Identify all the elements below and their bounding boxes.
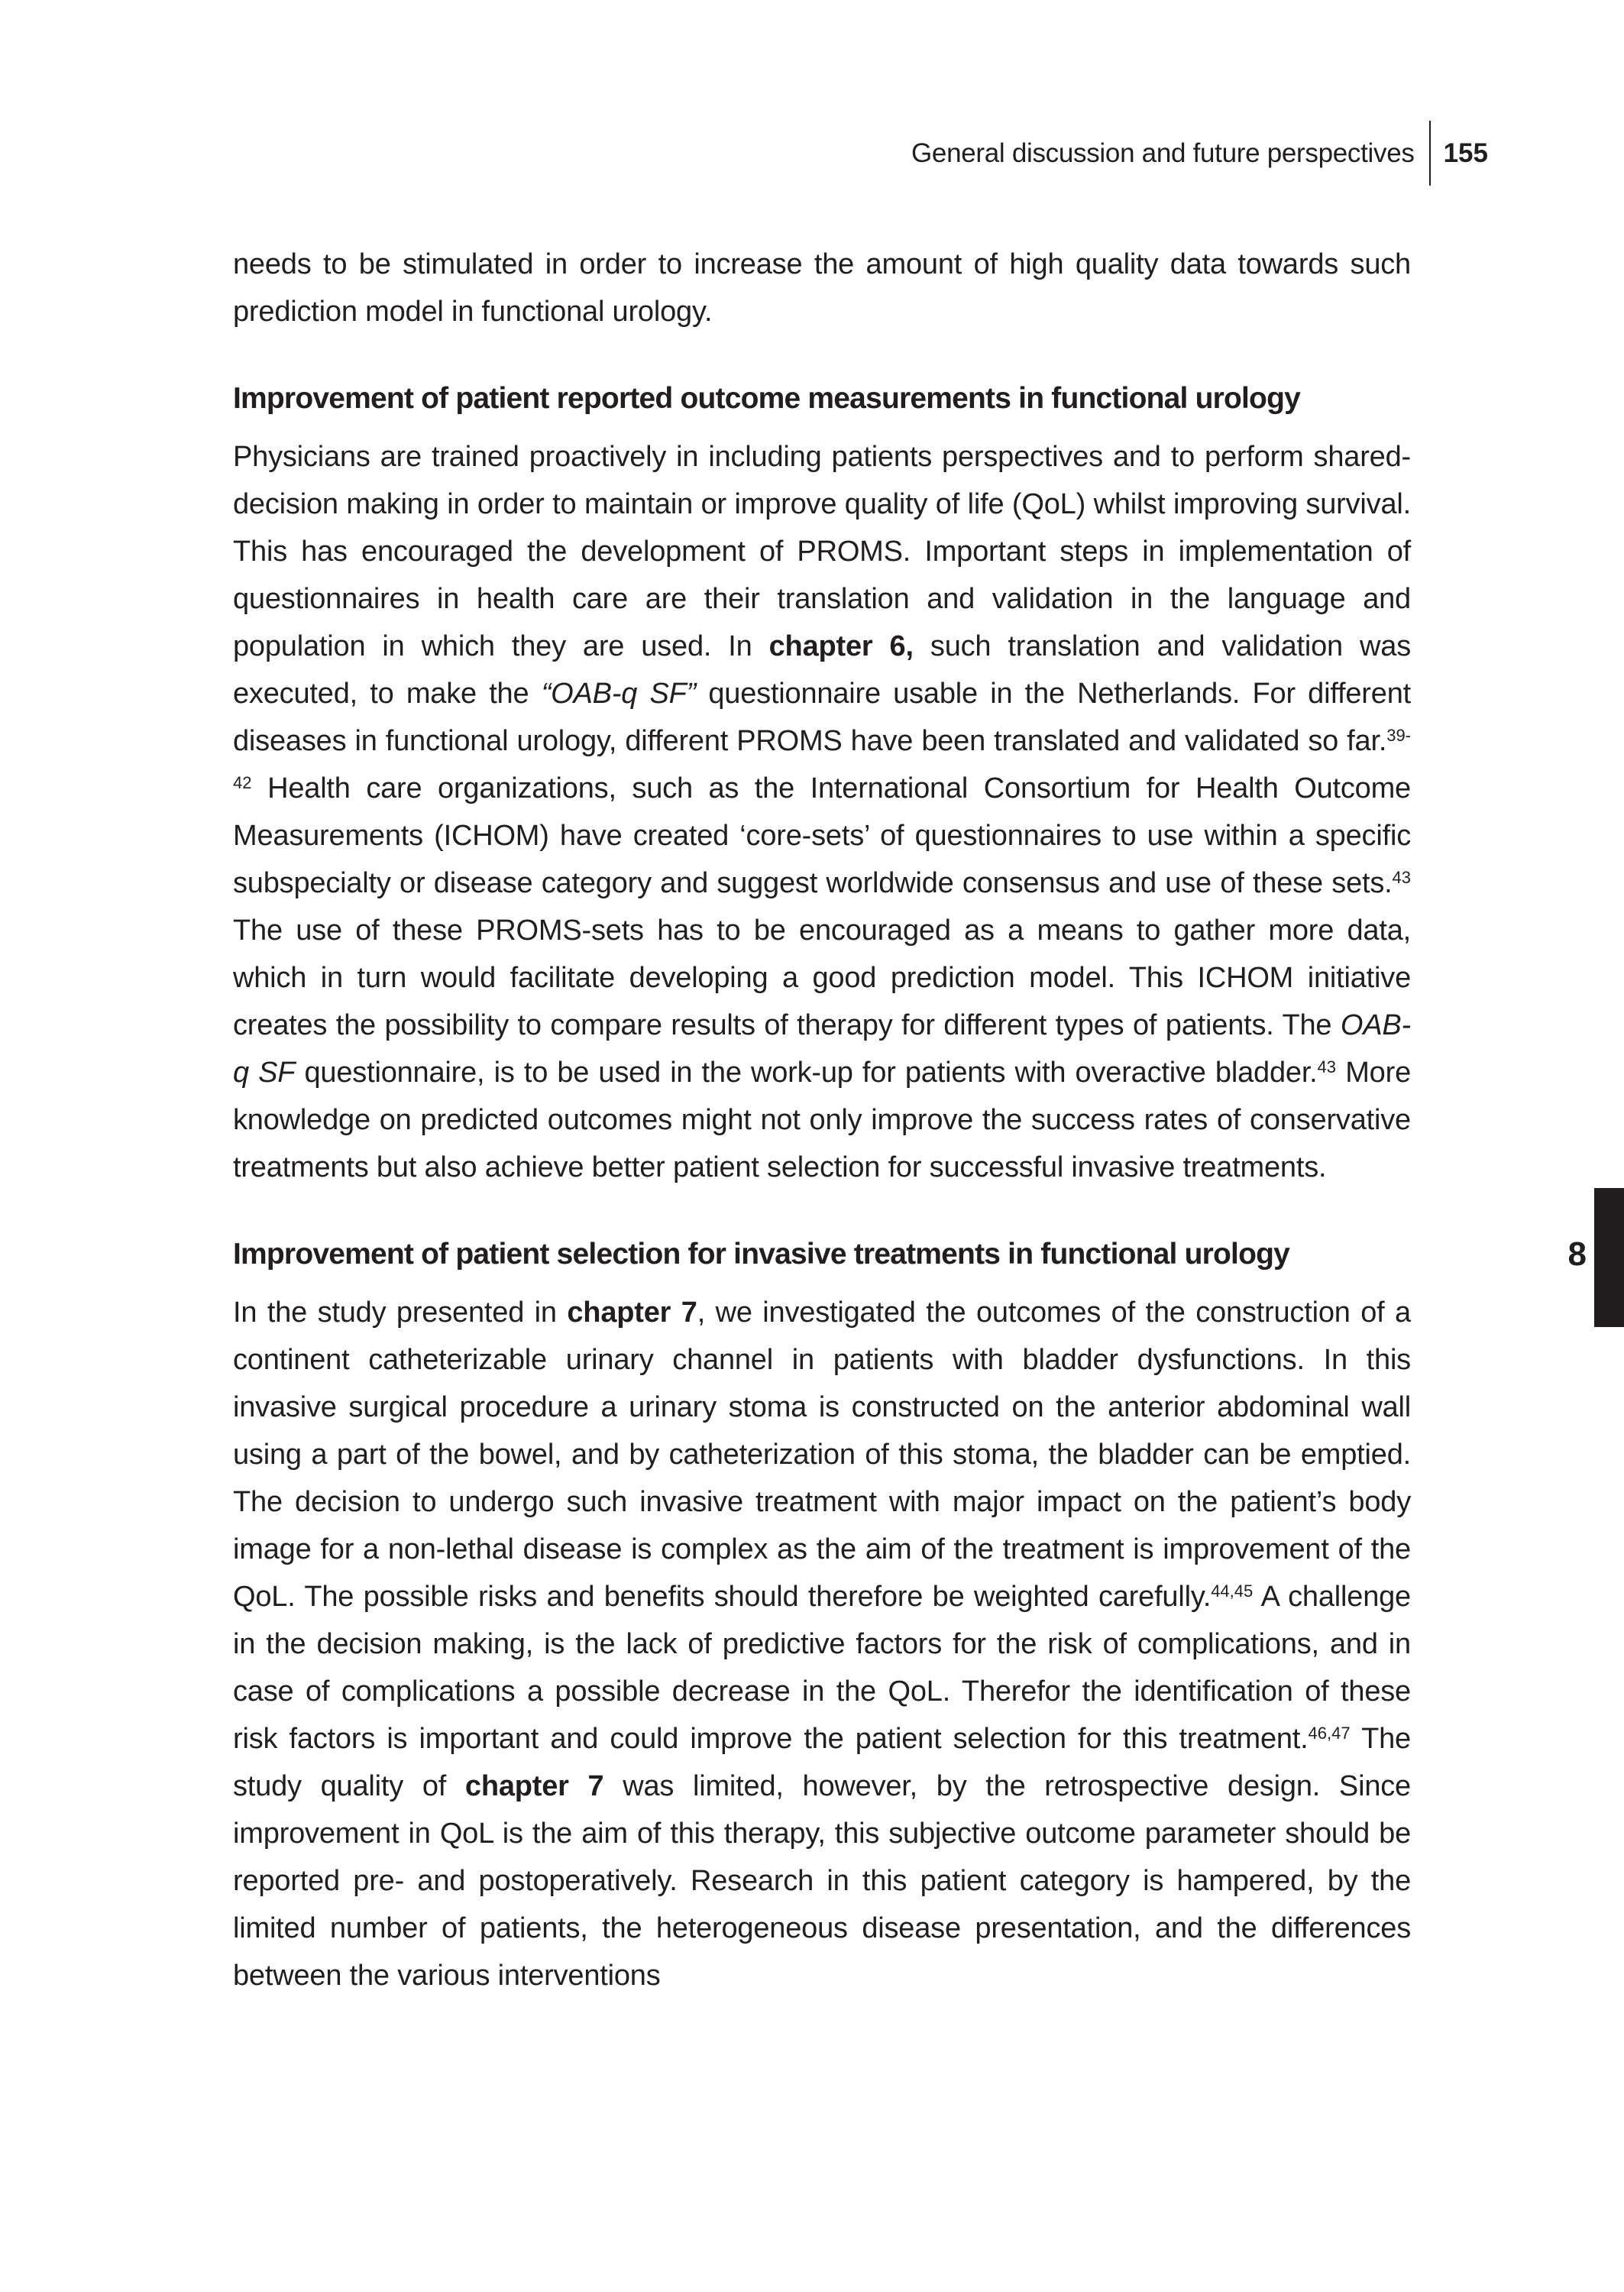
chapter-number: 8 [1567,1235,1587,1273]
text-run: The use of these PROMS-sets has to be encouraged as a means to gather more data, which in turn would facilitate developing a good prediction model. This ICHOM initiative creates the possibility to compare results of therapy for different types of patients. The [233,915,1411,1041]
text-run: A challenge in the decision making, is the lack of predictive factors for the risk of complications, and in case of complications a possible decrease in the QoL. Therefor the identification of these risk factors is important and could improve the patient selection for this treatment. [233,1581,1411,1755]
oabq-sf-italic: OAB-q SF [233,1009,1411,1089]
text-run: In the study presented in [233,1297,568,1329]
page-number: 155 [1443,138,1488,168]
text-run: questionnaire, is to be used in the work-up for patients with overactive bladder. [295,1057,1318,1089]
page-body [233,241,1411,1999]
chapter-7-reference-2: chapter 7 [464,1770,604,1802]
chapter-7-reference: chapter 7 [567,1297,697,1329]
text-run: such translation and validation was executed, to make the [233,630,1411,710]
citation-43: 43 [1392,867,1411,887]
oabq-sf-quoted: “OAB-q SF” [541,678,697,710]
text-run: Physicians are trained proactively in including patients perspectives and to perform shared-decision making in order to maintain or improve quality of life (QoL) whilst improving survival. This has encouraged the development of PROMS. Important steps in implementation of questionnaires in health care are their translation and validation in the language and population in which they are used. In [233,441,1411,662]
page-header [911,121,1488,186]
paragraph-chapter7 [233,1289,1411,1999]
text-run: needs to be stimulated in order to increase the amount of high quality data towards such prediction model in functional urology. [233,248,1411,328]
text-run: The study quality of [233,1723,1411,1802]
paragraph-proms [233,433,1411,1191]
paragraph-intro [233,241,1411,335]
text-run: questionnaire usable in the Netherlands. For different diseases in functional urology, different PROMS have been translated and validated so far. [233,678,1411,757]
citation-43b: 43 [1317,1057,1337,1076]
text-run: was limited, however, by the retrospective design. Since improvement in QoL is the aim of this therapy, this subjective outcome parameter should be reported pre- and postoperatively. Research in this patient category is hampered, by the limited number of patients, the heterogeneous disease presentation, and the differences between the various interventions [233,1770,1411,1992]
chapter-thumb-tab [1594,1188,1624,1327]
heading-patient-selection: Improvement of patient selection for invasive treatments in functional urology [233,1238,1290,1271]
running-head-title: General discussion and future perspectives [911,138,1415,168]
text-run: Health care organizations, such as the International Consortium for Health Outcome Measurements (ICHOM) have created ‘core-sets’ of questionnaires to use within a specific subspecialty or disease category and suggest worldwide consensus and use of these sets. [233,772,1411,899]
chapter-6-reference: chapter 6, [768,630,914,662]
text-run: More knowledge on predicted outcomes might not only improve the success rates of conservative treatments but also achieve better patient selection for successful invasive treatments. [233,1057,1412,1183]
citation-46-47: 46,47 [1308,1723,1351,1743]
heading-prom-improvement: Improvement of patient reported outcome measurements in functional urology [233,382,1300,415]
citation-44-45: 44,45 [1211,1581,1254,1601]
citation-39-42: 39-42 [233,725,1411,792]
text-run: , we investigated the outcomes of the construction of a continent catheterizable urinary channel in patients with bladder dysfunctions. In this invasive surgical procedure a urinary stoma is constructed on the anterior abdominal wall using a part of the bowel, and by catheterization of this stoma, the bladder can be emptied. The decision to undergo such invasive treatment with major impact on the patient’s body image for a non-lethal disease is complex as the aim of the treatment is improvement of the QoL. The possible risks and benefits should therefore be weighted carefully. [233,1297,1411,1613]
